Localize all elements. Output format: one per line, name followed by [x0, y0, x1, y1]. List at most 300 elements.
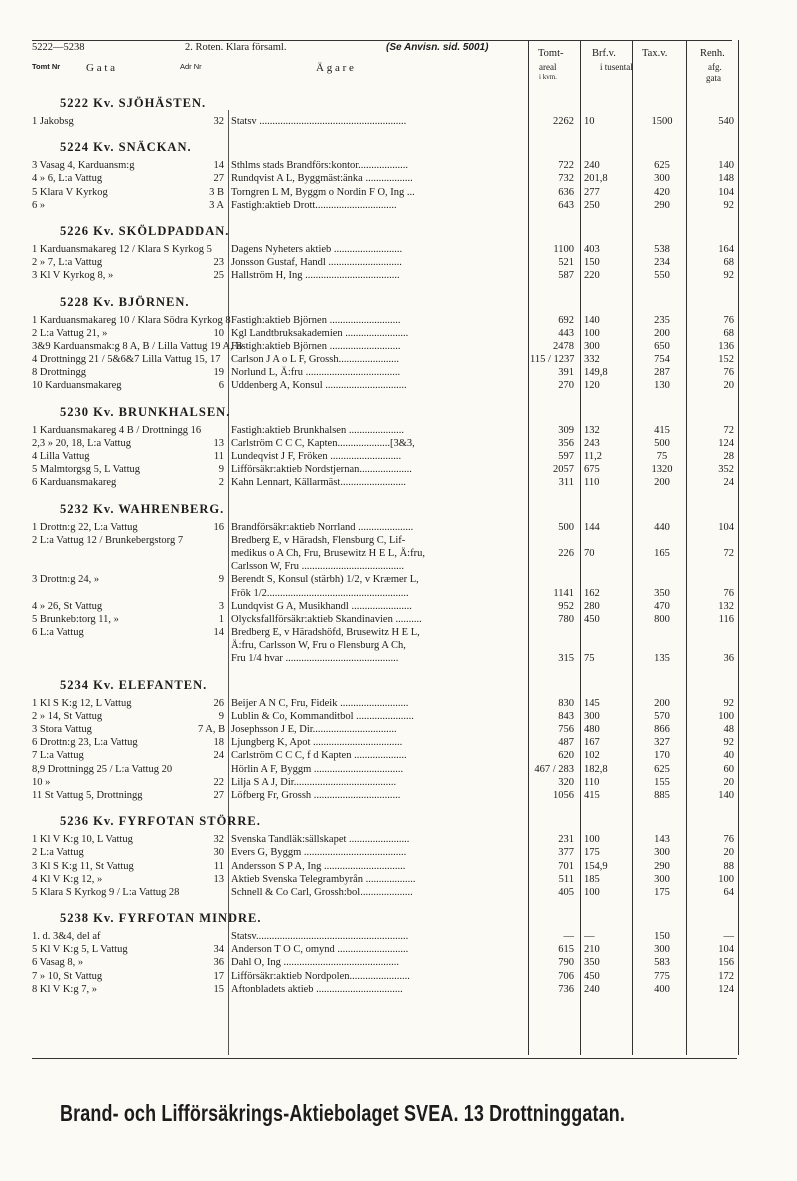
street-address: 1 Karduansmakareg 10 / Klara Södra Kyrkog 8	[32, 314, 231, 326]
cleaning-fee: 48	[723, 724, 734, 735]
property-row	[0, 652, 797, 665]
address-number: 9	[218, 464, 224, 476]
top-rule	[32, 40, 732, 41]
insurance-value: 132	[584, 424, 600, 436]
insurance-value: 220	[584, 270, 600, 282]
address-number: 14	[213, 627, 224, 639]
tax-value: 170	[654, 750, 670, 762]
owner-name: Lifförsäkr:aktieb Nordstjernan....................	[231, 464, 412, 476]
tax-value: 1320	[651, 464, 673, 476]
property-row	[0, 172, 797, 185]
owner-name: Dagens Nyheters aktieb ..........................	[231, 243, 403, 255]
cleaning-fee: 88	[723, 860, 734, 872]
address-number: 30	[213, 847, 224, 859]
insurance-value: —	[584, 931, 595, 943]
cleaning-fee: 124	[718, 437, 734, 449]
street-address: 1 Drottn:g 22, L:a Vattug	[32, 521, 138, 533]
street-address: 6 Karduansmakareg	[32, 477, 117, 489]
cleaning-fee: 20	[723, 847, 734, 859]
owner-name: Schnell & Co Carl, Grossh:bol....................	[231, 886, 413, 898]
plot-area: 320	[558, 776, 574, 788]
tax-value: 775	[654, 970, 670, 982]
plot-area: 377	[558, 847, 574, 859]
insurance-value: 201,8	[584, 173, 608, 185]
insurance-value: 167	[584, 737, 600, 749]
quarter-block	[0, 96, 797, 128]
street-address: 8,9 Drottningg 25 / L:a Vattug 20	[32, 763, 173, 775]
cleaning-fee: 172	[718, 970, 734, 982]
col-gata: G a t a	[86, 62, 116, 74]
owner-name: Berendt S, Konsul (stärbh) 1/2, v Kræmer L,	[231, 574, 419, 586]
plot-area: 231	[558, 834, 574, 846]
quarter-block	[0, 678, 797, 803]
street-address: 6 »	[32, 199, 46, 211]
col-head-tomt: Tomt-	[538, 48, 564, 59]
street-address: 2 L:a Vattug	[32, 847, 84, 859]
plot-area: 1100	[553, 243, 574, 255]
cleaning-fee: —	[723, 931, 734, 943]
address-number: 32	[213, 116, 224, 127]
owner-name: medikus o A Ch, Fru, Brusewitz H E L, Ä:fru,	[231, 547, 425, 559]
tax-value: 866	[654, 724, 670, 735]
cleaning-fee: 36	[723, 653, 734, 665]
insurance-value: 277	[584, 186, 600, 198]
property-row	[0, 573, 797, 586]
col-tomtnr: Tomt Nr	[32, 62, 61, 71]
quarter-block	[0, 502, 797, 666]
plot-area: 722	[558, 160, 574, 172]
owner-name: Lilja S A J, Dir.......................................	[231, 776, 397, 788]
insurance-value: 110	[584, 776, 600, 788]
plot-area: 587	[558, 270, 574, 282]
insurance-value: 300	[584, 710, 600, 722]
cleaning-fee: 64	[723, 886, 734, 898]
tax-value: 327	[654, 737, 670, 749]
address-number: 34	[213, 944, 224, 956]
address-number: 13	[213, 873, 224, 885]
tax-value: 800	[654, 613, 670, 625]
street-address: 3&9 Karduansmak:g 8 A, B / Lilla Vattug 19 A, B	[32, 340, 243, 352]
col-areal: areal	[539, 62, 557, 72]
insurance-value: 403	[584, 243, 600, 255]
tax-value: 470	[654, 600, 670, 612]
property-row	[0, 626, 797, 639]
cleaning-fee: 136	[718, 340, 734, 352]
property-row	[0, 710, 797, 723]
street-address: 3 Kl V Kyrkog 8, »	[32, 270, 114, 282]
plot-area: 226	[558, 547, 574, 559]
cleaning-fee: 124	[718, 983, 734, 995]
tax-value: 300	[654, 944, 670, 956]
tax-value: 1500	[651, 116, 673, 127]
insurance-value: 450	[584, 613, 600, 625]
insurance-value: 102	[584, 750, 600, 762]
street-address: 3 Vasag 4, Karduansm:g	[32, 160, 135, 172]
insurance-value: 240	[584, 160, 600, 172]
insurance-value: 10	[584, 116, 595, 127]
plot-area: 2478	[553, 340, 574, 352]
property-row	[0, 256, 797, 269]
cleaning-fee: 76	[723, 587, 734, 599]
address-number: 11	[213, 860, 224, 872]
owner-name: Lundeqvist J F, Fröken ...........................	[231, 451, 402, 462]
plot-area: 701	[558, 860, 574, 872]
tax-value: 130	[654, 380, 670, 392]
plot-area: 356	[558, 437, 574, 449]
insurance-value: 350	[584, 957, 600, 969]
street-address: 2 L:a Vattug 21, »	[32, 327, 108, 339]
cleaning-fee: 76	[723, 367, 734, 379]
tax-value: 234	[654, 257, 670, 269]
property-row	[0, 943, 797, 956]
tax-value: 165	[654, 547, 670, 559]
cleaning-fee: 92	[723, 737, 734, 749]
tax-value: 538	[654, 243, 670, 255]
insurance-value: 300	[584, 340, 600, 352]
owner-name: Norlund L, Ä:fru ....................................	[231, 367, 401, 379]
property-row	[0, 243, 797, 256]
property-listing	[0, 84, 797, 996]
insurance-value: 332	[584, 354, 600, 366]
property-row	[0, 736, 797, 749]
col-gata2: gata	[706, 73, 721, 83]
tax-value: 135	[654, 653, 670, 665]
cleaning-fee: 164	[718, 243, 734, 255]
plot-area: 1056	[553, 789, 574, 801]
property-row	[0, 763, 797, 776]
insurance-value: 70	[584, 547, 595, 559]
tax-value: 400	[654, 983, 670, 995]
tax-value: 583	[654, 957, 670, 969]
street-address: 11 St Vattug 5, Drottningg	[32, 789, 143, 801]
quarter-block	[0, 405, 797, 490]
plot-area: 597	[558, 451, 574, 462]
property-row	[0, 930, 797, 943]
street-address: 2 » 14, St Vattug	[32, 710, 103, 722]
owner-name: Fastigh:aktieb Brunkhalsen .....................	[231, 424, 404, 436]
owner-name: Aktieb Svenska Telegrambyrån ...................	[231, 873, 416, 885]
address-number: 2	[218, 477, 224, 489]
owner-name: Beijer A N C, Fru, Fideik ..........................	[231, 697, 409, 709]
insurance-value: 415	[584, 789, 600, 801]
address-number: 18	[213, 737, 224, 749]
cleaning-fee: 20	[723, 776, 734, 788]
cleaning-fee: 100	[718, 710, 734, 722]
owner-name: Ljungberg K, Apot ..................................	[231, 737, 403, 749]
property-row	[0, 269, 797, 282]
tax-value: 570	[654, 710, 670, 722]
street-address: 1 Jakobsg	[32, 116, 74, 127]
owner-name: Fru 1/4 hvar ...........................................	[231, 653, 399, 665]
street-address: 10 »	[32, 776, 51, 788]
owner-name: Anderson T O C, omynd ...........................	[231, 944, 409, 956]
owner-name: Jonsson Gustaf, Handl ............................	[231, 257, 402, 269]
tax-value: 754	[654, 354, 670, 366]
cleaning-fee: 76	[723, 314, 734, 326]
plot-area: 309	[558, 424, 574, 436]
street-address: 1 Karduansmakareg 12 / Klara S Kyrkog 5	[32, 243, 212, 255]
quarter-block	[0, 140, 797, 212]
property-row	[0, 846, 797, 859]
street-address: 5 Kl V K:g 5, L Vattug	[32, 944, 128, 956]
plot-area: 521	[558, 257, 574, 269]
street-address: 1. d. 3&4, del af	[32, 931, 101, 943]
address-number: 17	[213, 970, 224, 982]
street-address: 7 L:a Vattug	[32, 750, 84, 762]
property-row	[0, 476, 797, 489]
address-number: 26	[213, 697, 224, 709]
insurance-value: 100	[584, 327, 600, 339]
insurance-value: 450	[584, 970, 600, 982]
cleaning-fee: 116	[718, 613, 734, 625]
plot-area: 1141	[553, 587, 574, 599]
owner-name: Carlson J A o L F, Grossh.......................	[231, 354, 399, 366]
plot-area: 790	[558, 957, 574, 969]
owner-name: Löfberg Fr, Grossh .................................	[231, 789, 401, 801]
street-address: 8 Kl V K:g 7, »	[32, 983, 97, 995]
property-row	[0, 749, 797, 762]
cleaning-fee: 68	[723, 257, 734, 269]
property-row	[0, 639, 797, 652]
property-row	[0, 327, 797, 340]
tax-value: 290	[654, 199, 670, 211]
tax-value: 175	[654, 886, 670, 898]
street-address: 5 Klara S Kyrkog 9 / L:a Vattug 28	[32, 886, 180, 898]
cleaning-fee: 68	[723, 327, 734, 339]
col-adrnr: Adr Nr	[180, 62, 202, 71]
property-row	[0, 600, 797, 613]
insurance-value: 175	[584, 847, 600, 859]
property-row	[0, 521, 797, 534]
owner-name: Kahn Lennart, Källarmäst.........................	[231, 477, 406, 489]
street-address: 3 Stora Vattug	[32, 724, 92, 735]
quarter-title: 5224 Kv. SNÄCKAN.	[60, 140, 192, 155]
street-address: 6 Drottn:g 23, L:a Vattug	[32, 737, 138, 749]
property-row	[0, 560, 797, 573]
tax-value: 75	[656, 451, 668, 462]
street-address: 10 Karduansmakareg	[32, 380, 122, 392]
owner-name: Torngren L M, Byggm o Nordin F O, Ing ...	[231, 186, 415, 198]
property-row	[0, 463, 797, 476]
owner-name: Rundqvist A L, Byggmäst:änka ..................	[231, 173, 413, 185]
owner-name: Bredberg E, v Häradshöfd, Brusewitz H E L,	[231, 627, 420, 639]
cleaning-fee: 104	[718, 944, 734, 956]
insurance-value: 250	[584, 199, 600, 211]
property-row	[0, 366, 797, 379]
insurance-value: 182,8	[584, 763, 608, 775]
tax-value: 650	[654, 340, 670, 352]
owner-name: Olycksfallförsäkr:aktieb Skandinavien ..........	[231, 613, 422, 625]
address-number: 27	[213, 173, 224, 185]
address-number: 3 A	[209, 199, 224, 211]
plot-area: 2262	[553, 116, 574, 127]
property-row	[0, 697, 797, 710]
street-address: 4 » 6, L:a Vattug	[32, 173, 103, 185]
address-number: 25	[213, 270, 224, 282]
quarter-title: 5238 Kv. FYRFOTAN MINDRE.	[60, 911, 262, 926]
cleaning-fee: 540	[718, 116, 734, 127]
owner-name: Hörlin A F, Byggm ..................................	[231, 763, 404, 775]
property-row	[0, 379, 797, 392]
address-number: 15	[213, 983, 224, 995]
quarter-title: 5222 Kv. SJÖHÄSTEN.	[60, 96, 207, 110]
quarter-block	[0, 814, 797, 899]
address-number: 19	[213, 367, 224, 379]
insurance-value: 162	[584, 587, 600, 599]
property-row	[0, 983, 797, 996]
tax-value: 155	[654, 776, 670, 788]
owner-name: Statsv..........................................................	[231, 931, 409, 943]
col-tusental: i tusental	[600, 62, 633, 72]
tax-value: 200	[654, 477, 670, 489]
cleaning-fee: 92	[723, 697, 734, 709]
tax-value: 300	[654, 847, 670, 859]
quarter-block	[0, 224, 797, 283]
plot-area: 615	[558, 944, 574, 956]
plot-area: 391	[558, 367, 574, 379]
street-address: 6 L:a Vattug	[32, 627, 84, 639]
insurance-value: 210	[584, 944, 600, 956]
col-head-tax: Tax.v.	[642, 48, 668, 59]
tax-value: 300	[654, 173, 670, 185]
quarter-block	[0, 911, 797, 996]
insurance-value: 144	[584, 521, 600, 533]
owner-name: Carlström C C C, Kapten....................[3&3,	[231, 437, 415, 449]
street-address: 1 Karduansmakareg 4 B / Drottningg 16	[32, 424, 202, 436]
address-number: 14	[213, 160, 224, 172]
insurance-value: 100	[584, 834, 600, 846]
address-number: 7 A, B	[198, 724, 226, 735]
plot-area: 843	[558, 710, 574, 722]
street-address: 7 » 10, St Vattug	[32, 970, 103, 982]
property-row	[0, 314, 797, 327]
property-row	[0, 340, 797, 353]
cleaning-fee: 72	[723, 547, 734, 559]
owner-name: Frök 1/2......................................................	[231, 587, 409, 599]
street-address: 5 Klara V Kyrkog	[32, 186, 108, 198]
street-address: 1 Kl S K:g 12, L Vattug	[32, 697, 132, 709]
plot-area: 692	[558, 314, 574, 326]
owner-name: Aftonbladets aktieb .................................	[231, 983, 403, 995]
quarter-title: 5232 Kv. WAHRENBERG.	[60, 501, 225, 516]
cleaning-fee: 140	[718, 160, 734, 172]
cleaning-fee: 28	[723, 451, 734, 462]
tax-value: 150	[654, 931, 670, 943]
reference-note: (Se Anvisn. sid. 5001)	[386, 42, 489, 53]
plot-area: 405	[558, 886, 574, 898]
property-row	[0, 833, 797, 846]
plot-area: 2057	[553, 464, 574, 476]
address-number: 11	[213, 451, 224, 462]
plot-area: 780	[558, 613, 574, 625]
address-number: 13	[213, 437, 224, 449]
insurance-value: 240	[584, 983, 600, 995]
owner-name: Evers G, Byggm .......................................	[231, 847, 407, 859]
owner-name: Kgl Landtbruksakademien ........................	[231, 327, 409, 339]
insurance-value: 243	[584, 437, 600, 449]
address-number: 32	[213, 834, 224, 846]
street-address: 2 L:a Vattug 12 / Brunkebergstorg 7	[32, 534, 184, 546]
property-row	[0, 547, 797, 560]
address-number: 6	[218, 380, 224, 392]
tax-value: 550	[654, 270, 670, 282]
address-number: 27	[213, 789, 224, 801]
col-head-renh: Renh.	[700, 48, 725, 59]
owner-name: Uddenberg A, Konsul ...............................	[231, 380, 407, 392]
owner-name: Andersson S P A, Ing ...............................	[231, 860, 406, 872]
col-head-brf: Brf.v.	[592, 48, 616, 59]
cleaning-fee: 152	[718, 354, 734, 366]
property-row	[0, 789, 797, 802]
tax-value: 143	[654, 834, 670, 846]
cleaning-fee: 148	[718, 173, 734, 185]
owner-name: Dahl O, Ing ............................................	[231, 957, 399, 969]
quarter-title: 5230 Kv. BRUNKHALSEN.	[60, 404, 231, 419]
plot-area: 830	[558, 697, 574, 709]
address-number: 23	[213, 257, 224, 269]
property-row	[0, 534, 797, 547]
owner-name: Lublin & Co, Kommanditbol ......................	[231, 710, 414, 722]
address-number: 3	[218, 600, 224, 612]
address-number: 9	[218, 574, 224, 586]
col-agare: Ä g a r e	[316, 62, 354, 74]
owner-name: Carlsson W, Fru .......................................	[231, 561, 404, 573]
owner-name: Fastigh:aktieb Björnen ...........................	[231, 314, 401, 326]
owner-name: Carlström C C C, f d Kapten ....................	[231, 750, 407, 762]
tax-value: 625	[654, 160, 670, 172]
owner-name: Hallström H, Ing ....................................	[231, 270, 400, 282]
owner-name: Fastigh:aktieb Björnen ...........................	[231, 340, 401, 352]
tax-value: 287	[654, 367, 670, 379]
cleaning-fee: 156	[718, 957, 734, 969]
cleaning-fee: 72	[723, 424, 734, 436]
cleaning-fee: 140	[718, 789, 734, 801]
tax-value: 200	[654, 327, 670, 339]
property-row	[0, 437, 797, 450]
cleaning-fee: 76	[723, 834, 734, 846]
address-number: 22	[213, 776, 224, 788]
owner-name: Bredberg E, v Häradsh, Flensburg C, Lif-	[231, 534, 406, 546]
plot-area: 487	[558, 737, 574, 749]
property-row	[0, 776, 797, 789]
insurance-value: 11,2	[584, 451, 602, 462]
quarter-block	[0, 295, 797, 393]
property-row	[0, 873, 797, 886]
street-address: 5 Malmtorgsg 5, L Vattug	[32, 464, 141, 476]
plot-area: 636	[558, 186, 574, 198]
tax-value: 625	[654, 763, 670, 775]
bottom-rule	[32, 1058, 737, 1059]
plot-area: 643	[558, 199, 574, 211]
street-address: 1 Kl V K:g 10, L Vattug	[32, 834, 133, 846]
plot-area: 756	[558, 724, 574, 735]
quarter-title: 5234 Kv. ELEFANTEN.	[60, 677, 208, 692]
plot-area: 270	[558, 380, 574, 392]
tax-value: 200	[654, 697, 670, 709]
street-address: 3 Drottn:g 24, »	[32, 574, 100, 586]
cleaning-fee: 92	[723, 270, 734, 282]
owner-name: Sthlms stads Brandförs:kontor...................	[231, 160, 409, 172]
tax-value: 350	[654, 587, 670, 599]
property-row	[0, 723, 797, 736]
owner-name: Statsv ........................................................	[231, 116, 407, 127]
owner-name: Josephsson J E, Dir................................	[231, 724, 397, 735]
property-row	[0, 587, 797, 600]
district-title: 2. Roten. Klara församl.	[185, 42, 287, 53]
street-address: 8 Drottningg	[32, 367, 86, 379]
tax-value: 415	[654, 424, 670, 436]
property-row	[0, 353, 797, 366]
